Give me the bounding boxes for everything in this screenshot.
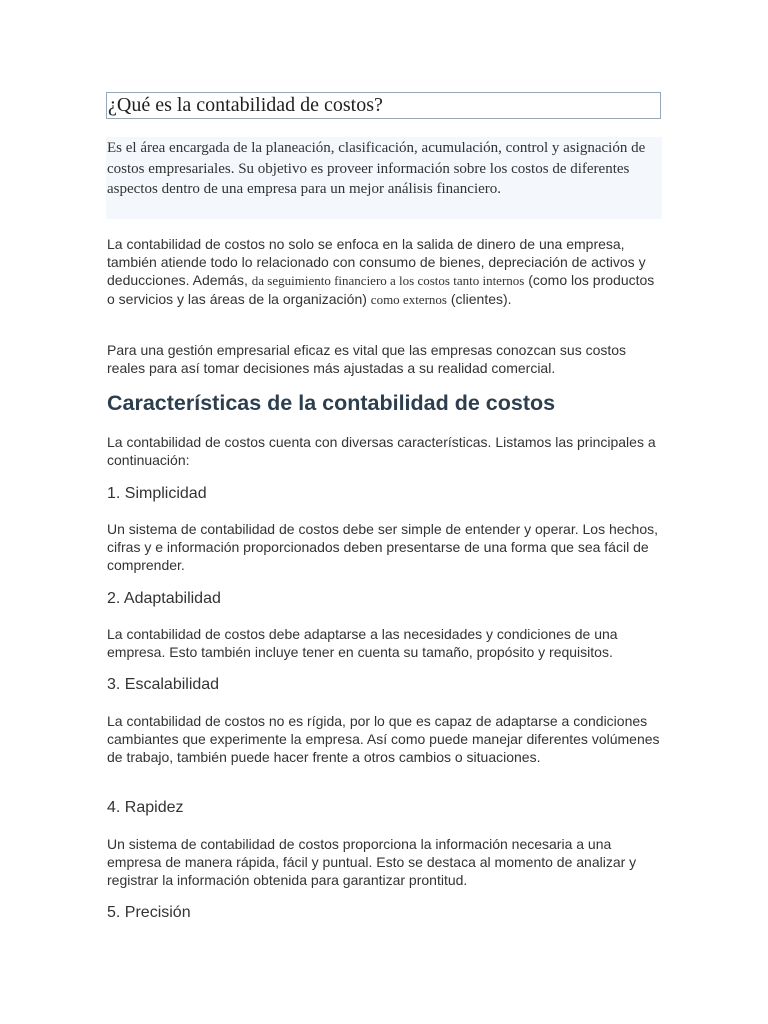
paragraph-text: (clientes). (446, 291, 512, 307)
item-text-simplicidad: Un sistema de contabilidad de costos debe ser simple de entender y operar. Los hechos, cifras y e información proporcionados deben presentarse de una forma que sea fácil de comprender. (107, 521, 658, 573)
item-text-rapidez: Un sistema de contabilidad de costos proporciona la información necesaria a una empresa de manera rápida, fácil y puntual. Esto se destaca al momento de analizar y registrar la información obtenida para garantizar prontitud. (107, 836, 637, 888)
item-text-escalabilidad: La contabilidad de costos no es rígida, por lo que es capaz de adaptarse a condiciones cambiantes que experimente la empresa. Así como puede manejar diferentes volúmenes de trabajo, también puede hacer frente a otros cambios o situaciones. (107, 713, 660, 765)
item-heading-simplicidad: 1. Simplicidad (107, 485, 207, 502)
paragraph-cost-scope (107, 235, 663, 309)
paragraph-text: La contabilidad de costos no solo se enfoca en la salida de dinero de una empresa, también atiende todo lo relacionado con consumo de bienes, depreciación de activos y deducciones. Además, (107, 236, 646, 288)
page-title: ¿Qué es la contabilidad de costos? (106, 92, 661, 119)
paragraph-text: (como los productos o servicios y las áreas de la organización) (107, 272, 655, 307)
paragraph-serif-text: da seguimiento financiero a los costos tanto internos (251, 273, 525, 288)
item-text-adaptabilidad: La contabilidad de costos debe adaptarse a las necesidades y condiciones de una empresa. Esto también incluye tener en cuenta su tamaño, propósito y requisitos. (107, 626, 618, 660)
paragraph-management: Para una gestión empresarial eficaz es vital que las empresas conozcan sus costos reales para así tomar decisiones más ajustadas a su realidad comercial. (107, 342, 627, 376)
item-heading-adaptabilidad: 2. Adaptabilidad (107, 590, 221, 607)
item-heading-precision: 5. Precisión (107, 904, 191, 921)
item-heading-rapidez: 4. Rapidez (107, 799, 184, 816)
item-heading-escalabilidad: 3. Escalabilidad (107, 676, 220, 693)
intro-highlight-box: Es el área encargada de la planeación, clasificación, acumulación, control y asignación de costos empresariales. Su objetivo es proveer información sobre los costos de diferentes aspectos dentro de una empresa para un mejor análisis financiero. (106, 137, 662, 219)
paragraph-serif-text: como externos (370, 292, 447, 307)
section-intro: La contabilidad de costos cuenta con diversas características. Listamos las principales a continuación: (107, 434, 656, 468)
section-heading: Características de la contabilidad de costos (107, 391, 556, 415)
